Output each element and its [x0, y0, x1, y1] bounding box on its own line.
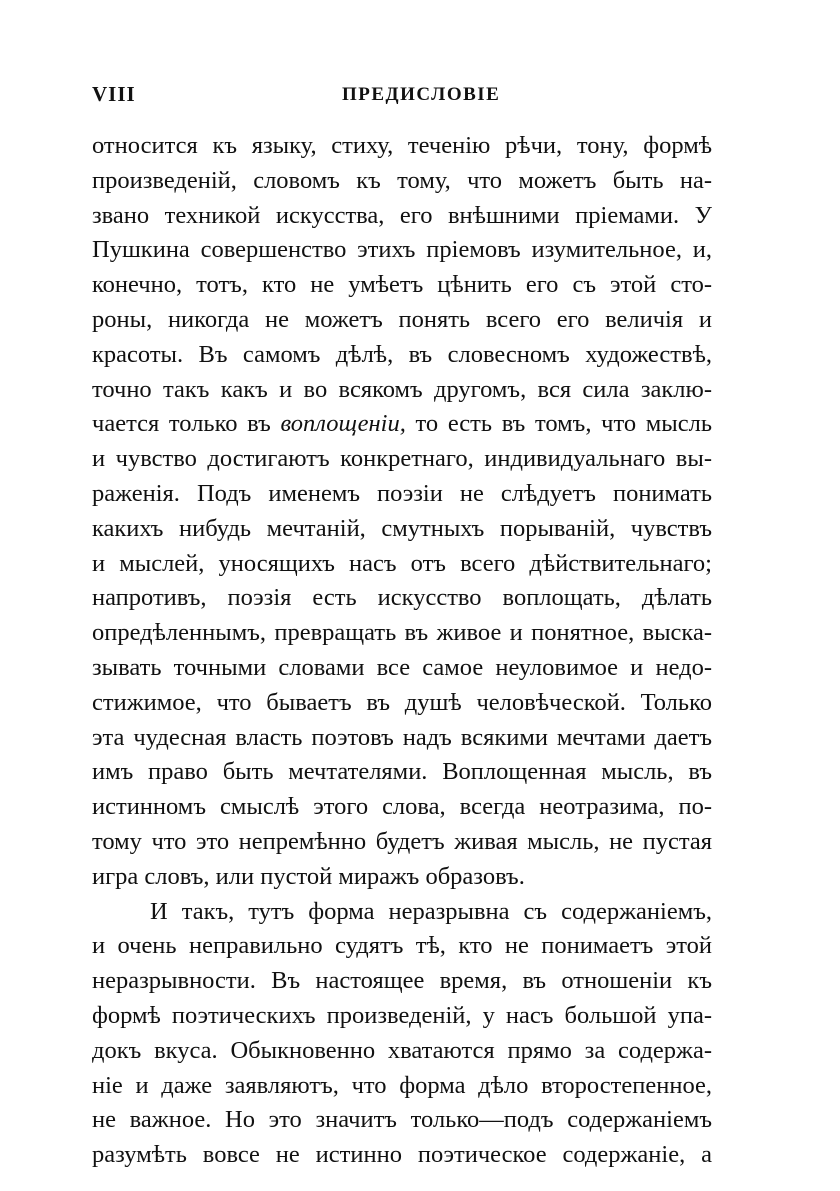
text-line: Пушкина совершенство этихъ пріемовъ изумительное, и,	[92, 236, 712, 264]
text-line: неразрывности. Въ настоящее время, въ отношеніи къ	[92, 967, 712, 995]
text-segment: то есть въ томъ, что мысль	[415, 410, 713, 438]
text-line-paragraph-end: игра словъ, или пустой миражъ образовъ.	[92, 862, 525, 890]
text-line: напротивъ, поэзія есть искусство воплощать, дѣлать	[92, 584, 712, 612]
text-line: раженія. Подъ именемъ поэзіи не слѣдуетъ понимать	[92, 479, 712, 507]
text-line: эта чудесная власть поэтовъ надъ всякими мечтами даетъ	[92, 723, 712, 751]
text-line: и очень неправильно судятъ тѣ, кто не понимаетъ этой	[92, 932, 712, 960]
text-line: и чувство достигаютъ конкретнаго, индивидуальнаго вы-	[92, 445, 712, 473]
text-line: разумѣть вовсе не истинно поэтическое содержаніе, а	[92, 1141, 712, 1169]
text-line: произведеній, словомъ къ тому, что можетъ быть на-	[92, 166, 712, 194]
text-line: не важное. Но это значитъ только—подъ содержаніемъ	[92, 1106, 712, 1134]
text-line: и мыслей, уносящихъ насъ отъ всего дѣйствительнаго;	[92, 549, 712, 577]
text-line: формѣ поэтическихъ произведеній, у насъ большой упа-	[92, 1001, 712, 1029]
text-line: стижимое, что бываетъ въ душѣ человѣческой. Только	[92, 688, 712, 716]
text-line-paragraph-start: И такъ, тутъ форма неразрывна съ содержаніемъ,	[150, 897, 712, 925]
text-line: относится къ языку, стиху, теченію рѣчи, тону, формѣ	[92, 132, 712, 159]
text-line: конечно, тотъ, кто не умѣетъ цѣнить его съ этой сто-	[92, 271, 712, 299]
text-line: истинномъ смыслѣ этого слова, всегда неотразима, по-	[92, 793, 712, 821]
text-line: ніе и даже заявляютъ, что форма дѣло второстепенное,	[92, 1071, 712, 1099]
text-line: докъ вкуса. Обыкновенно хватаются прямо за содержа-	[92, 1036, 712, 1064]
text-line: точно такъ какъ и во всякомъ другомъ, вся сила заклю-	[92, 375, 712, 403]
body-text	[92, 129, 712, 1173]
text-line-with-emphasis	[92, 407, 712, 442]
running-head	[92, 82, 708, 112]
text-line: имъ право быть мечтателями. Воплощенная мысль, въ	[92, 758, 712, 786]
text-line: зывать точными словами все самое неуловимое и недо-	[92, 653, 712, 681]
text-line: роны, никогда не можетъ понять всего его величія и	[92, 305, 712, 333]
text-segment: чается только въ	[92, 410, 271, 438]
emphasized-word: воплощеніи,	[280, 410, 406, 438]
text-line: тому что это непремѣнно будетъ живая мысль, не пустая	[92, 827, 712, 855]
text-line: какихъ нибудь мечтаній, смутныхъ порываній, чувствъ	[92, 514, 712, 542]
page-number: VIII	[92, 82, 136, 106]
text-line: звано техникой искусства, его внѣшними пріемами. У	[92, 201, 712, 229]
text-line: красоты. Въ самомъ дѣлѣ, въ словесномъ художествѣ,	[92, 340, 712, 368]
running-head-title: ПРЕДИСЛОВІЕ	[342, 84, 501, 105]
text-line: опредѣленнымъ, превращать въ живое и понятное, выска-	[92, 619, 712, 647]
